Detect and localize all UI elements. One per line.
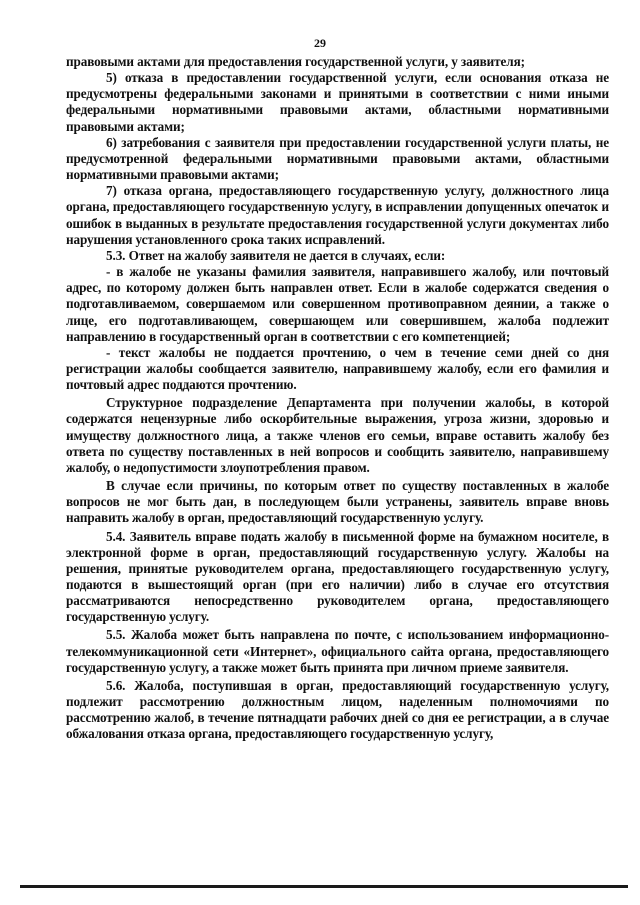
paragraph-5-3-bullet-1: - в жалобе не указаны фамилия заявителя, направившего жалобу, или почтовый адрес, по которому должен быть направлен ответ. Если в жалобе содержатся сведения о подготавливаемом, совершаемом или совершенном противоправном деянии, а также о лице, его подготавливающем, совершающем или совершившем, жалоба подлежит направлению в государственный орган в соответствии с его компетенцией; [66, 264, 609, 344]
paragraph-item-5: 5) отказа в предоставлении государственной услуги, если основания отказа не предусмотрены федеральными законами и принятыми в соответствии с ними иными федеральными нормативными правовыми актами, областными нормативными правовыми актами; [66, 70, 609, 134]
paragraph-5-6: 5.6. Жалоба, поступившая в орган, предоставляющий государственную услугу, подлежит рассмотрению должностным лицом, наделенным полномочиями по рассмотрению жалоб, в течение пятнадцати рабочих дней со дня ее регистрации, а в случае обжалования отказа органа, предоставляющего государственную услугу, [66, 677, 609, 742]
paragraph-resubmission: В случае если причины, по которым ответ по существу поставленных в жалобе вопросов не мог быть дан, в последующем были устранены, заявитель вправе вновь направить жалобу в орган, предоставляющий государственную услугу. [66, 478, 609, 526]
page-number: 29 [314, 36, 326, 50]
paragraph-item-7: 7) отказа органа, предоставляющего государственную услугу, должностного лица органа, предоставляющего государственную услугу, в исправлении допущенных опечаток и ошибок в выданных в результате предоставления государственной услуги документах либо нарушения установленного срока таких исправлений. [66, 183, 609, 247]
document-body [66, 54, 609, 743]
paragraph-5-3: 5.3. Ответ на жалобу заявителя не дается в случаях, если: [106, 247, 446, 263]
bottom-rule [20, 885, 628, 888]
paragraph-item-6: 6) затребования с заявителя при предоставлении государственной услуги платы, не предусмотренной федеральными нормативными правовыми актами, областными нормативными правовыми актами; [66, 134, 609, 183]
paragraph-5-5: 5.5. Жалоба может быть направлена по почте, с использованием информационно-телекоммуникационной сети «Интернет», официального сайта органа, предоставляющего государственную услугу, а также может быть принята при личном приеме заявителя. [66, 627, 609, 675]
paragraph-5-3-bullet-2: - текст жалобы не поддается прочтению, о чем в течение семи дней со дня регистрации жалобы сообщается заявителю, направившему жалобу, если его фамилия и почтовый адрес поддаются прочтению. [66, 344, 609, 393]
paragraph-5-4: 5.4. Заявитель вправе подать жалобу в письменной форме на бумажном носителе, в электронной форме в орган, предоставляющий государственную услугу. Жалобы на решения, принятые руководителем органа, предоставляющего государственную услугу, подаются в вышестоящий орган (при его наличии) либо в случае его отсутствия рассматриваются непосредственно руководителем органа, предоставляющего государственную услугу. [66, 528, 609, 625]
paragraph-continuation: правовыми актами для предоставления государственной услуги, у заявителя; [66, 54, 525, 69]
paragraph-department-rule: Структурное подразделение Департамента при получении жалобы, в которой содержатся нецензурные либо оскорбительные выражения, угроза жизни, здоровью и имуществу должностного лица, а также членов его семьи, вправе оставить жалобу без ответа по существу поставленных в ней вопросов и сообщить заявителю, направившему жалобу, о недопустимости злоупотребления правом. [66, 395, 609, 475]
